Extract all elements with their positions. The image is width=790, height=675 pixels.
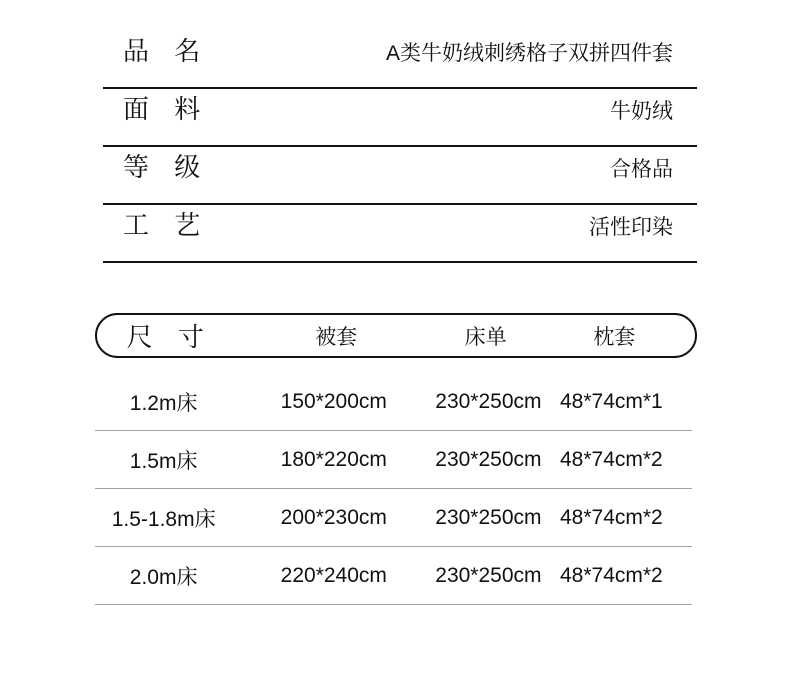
- cell-duvet-cover: 180*220cm: [280, 447, 387, 471]
- spec-label: 面 料: [123, 94, 202, 124]
- cell-bed-sheet: 230*250cm: [435, 563, 542, 587]
- size-table: [95, 313, 697, 605]
- table-row: [95, 431, 692, 489]
- table-row: [95, 547, 692, 605]
- cell-bed-size: 1.2m床: [129, 391, 198, 415]
- header-size: 尺 寸: [126, 322, 205, 352]
- cell-duvet-cover: 200*230cm: [280, 505, 387, 529]
- table-row: [95, 489, 692, 547]
- spec-row-product-name: [103, 31, 697, 89]
- spec-row-grade: [103, 147, 697, 205]
- spec-list: [103, 31, 697, 263]
- cell-bed-sheet: 230*250cm: [435, 389, 542, 413]
- cell-pillowcase: 48*74cm*1: [560, 389, 663, 413]
- spec-label: 工 艺: [123, 210, 202, 240]
- header-pillowcase: 枕套: [593, 325, 636, 349]
- header-duvet-cover: 被套: [315, 325, 358, 349]
- spec-value: 合格品: [610, 158, 673, 181]
- spec-row-fabric: [103, 89, 697, 147]
- cell-bed-size: 2.0m床: [129, 565, 198, 589]
- cell-bed-sheet: 230*250cm: [435, 447, 542, 471]
- spec-label: 等 级: [123, 152, 202, 182]
- cell-duvet-cover: 220*240cm: [280, 563, 387, 587]
- spec-value: 活性印染: [589, 216, 673, 239]
- spec-row-craft: [103, 205, 697, 263]
- spec-value: 牛奶绒: [610, 100, 673, 123]
- cell-pillowcase: 48*74cm*2: [560, 505, 663, 529]
- table-row: [95, 373, 692, 431]
- size-table-header: [95, 313, 697, 358]
- cell-bed-sheet: 230*250cm: [435, 505, 542, 529]
- header-bed-sheet: 床单: [464, 325, 507, 349]
- cell-pillowcase: 48*74cm*2: [560, 563, 663, 587]
- cell-duvet-cover: 150*200cm: [280, 389, 387, 413]
- cell-bed-size: 1.5-1.8m床: [111, 507, 216, 531]
- spec-value: A类牛奶绒刺绣格子双拼四件套: [385, 42, 673, 65]
- spec-label: 品 名: [123, 36, 202, 66]
- cell-bed-size: 1.5m床: [129, 449, 198, 473]
- cell-pillowcase: 48*74cm*2: [560, 447, 663, 471]
